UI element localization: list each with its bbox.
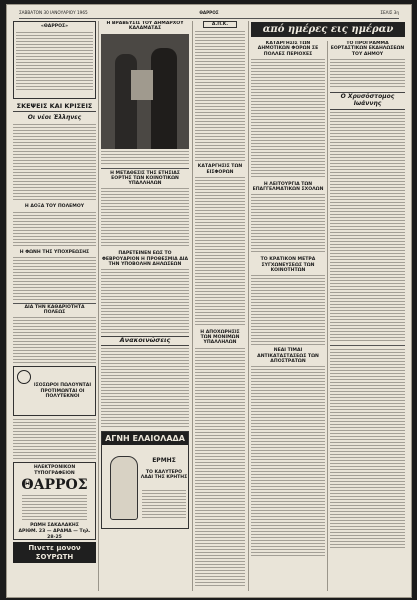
col4-body-4: [251, 366, 325, 556]
col4-headline-3: ΤΟ ΚΡΑΤΙΚΟΝ ΜΕΤΡΑ ΣΥΓΧΩΝΕΥΣΕΩΣ ΤΩΝ ΚΟΙΝΟΤΗΤΩΝ: [260, 257, 316, 273]
column-4: [251, 41, 325, 591]
body-feast: [101, 188, 189, 248]
paper-name: ΘΑΡΡΟΣ: [199, 10, 219, 15]
body-2: [13, 257, 96, 301]
column-5: [330, 41, 405, 591]
body-deadline: [101, 269, 189, 333]
photo-figure-right: [151, 48, 177, 149]
photo-figure-left: [115, 54, 137, 149]
col4-body-2: [251, 194, 325, 254]
column-rule-1: [98, 21, 99, 591]
headline-feast: Η ΜΕΤΑΘΕΣΙΣ ΤΗΣ ΕΤΗΣΙΑΣ ΕΟΡΤΗΣ ΤΩΝ ΚΟΙΝΟΤΙΚΩΝ ΥΠΑΛΛΗΛΩΝ: [101, 168, 189, 187]
col3-body-1: [195, 31, 245, 161]
column-1: [13, 21, 96, 591]
bottle-icon: [110, 456, 138, 520]
page-header: [19, 9, 399, 19]
column-2: [101, 21, 189, 591]
column-tag: Α.Π.Κ.: [203, 21, 237, 28]
news-photo: [101, 34, 189, 149]
col3-headline-1: ΚΑΤΑΡΓΗΣΙΣ ΤΩΝ ΕΙΣΦΟΡΩΝ: [197, 164, 243, 175]
notices-title: Ανακοινώσεις: [101, 336, 189, 345]
subhead-3: ΔΙΑ ΤΗΝ ΚΑΘΑΡΙΟΤΗΤΑ ΠΟΛΕΩΣ: [13, 303, 96, 316]
col5-body-2: [330, 112, 405, 342]
ad-olive-oil-title: ΑΓΝΗ ΕΛΑΙΟΛΑΔΑ: [102, 432, 188, 445]
col4-body-1: [251, 59, 325, 179]
ad-printing-lines: [22, 495, 87, 521]
ad-printing-name: ΡΩΜΗ ΣΑΚΑΛΑΚΗΣ: [30, 523, 79, 529]
photo-panel: [131, 70, 153, 100]
masthead-lines: [16, 32, 93, 90]
col4-headline-2: Η ΛΕΙΤΟΥΡΓΙΑ ΤΩΝ ΕΠΑΓΓΕΛΜΑΤΙΚΩΝ ΣΧΟΛΩΝ: [252, 181, 324, 193]
ad-printing-address: ΑΡΙΘΜ. 23 — ΔΡΑΜΑ — Τηλ. 28-25: [18, 529, 91, 540]
col5-body-1: [330, 59, 405, 89]
col4-headline-4: ΝΕΑΙ ΤΙΜΑΙ ΑΝΤΙΚΑΤΑΣΤΑΣΕΩΣ ΤΩΝ ΑΠΟΣΤΡΑΤΩΝ: [257, 348, 319, 364]
col3-body-2: [195, 177, 245, 327]
col3-headline-2: Η ΑΠΟΧΩΡΗΣΙΣ ΤΩΝ ΜΟΝΙΜΩΝ ΥΠΑΛΛΗΛΩΝ: [200, 329, 240, 346]
column-rule-4: [327, 41, 328, 591]
ad-printing-top: ΗΛΕΚΤΡΟΝΙΚΟΝ ΤΥΠΟΓΡΑΦΕΙΟΝ: [33, 465, 76, 476]
ad-properties-text: ΙΣΟΣΩΡΟΙ ΠΩΛΟΥΝΤΑΙ ΠΡΟΤΙΜΩΝΤΑΙ ΟΙ ΠΟΛΥΤΕΚΝΟΙ: [33, 383, 92, 400]
newspaper-page: [6, 4, 412, 598]
body-3: [13, 317, 96, 363]
ad-olive-oil-brand: ΕΡΜΗΣ: [152, 456, 176, 464]
masthead-title: «ΘΑΡΡΟΣ»: [40, 24, 69, 29]
page-number: ΣΕΛΙΣ 3η: [380, 10, 399, 15]
col5-title: Ο Χρυσόστομος Ιωάννης: [330, 92, 405, 110]
column-rule-2: [192, 21, 193, 591]
ad-emblem-icon: [17, 370, 31, 384]
ad-printing: [13, 462, 96, 540]
body-1: [13, 212, 96, 248]
lead-article-body: [13, 124, 96, 202]
body-notices: [101, 348, 189, 428]
masthead-box: [13, 21, 96, 99]
footer-ad: Πινετε μονον ΣΟΥΡΩΤΗ: [13, 542, 96, 562]
col4-body-3: [251, 275, 325, 345]
subhead-2: Η ΦΩΝΗ ΤΗΣ ΥΠΟΧΡΕΩΣΗΣ: [19, 249, 90, 255]
body-4: [13, 419, 96, 459]
ad-properties: [13, 366, 96, 416]
col3-body-3: [195, 348, 245, 588]
photo-caption-top: Η ΒΡΑΒΕΥΣΙΣ ΤΟΥ ΔΗΜΑΡΧΟΥ ΚΑΛΑΜΑΤΑΣ: [106, 21, 184, 32]
ad-olive-oil: [101, 431, 189, 529]
ad-olive-oil-lines: [142, 490, 186, 520]
date-line: ΣΑΒΒΑΤΟΝ 30 ΙΑΝΟΥΑΡΙΟΥ 1965: [19, 10, 88, 15]
col5-body-3: [330, 349, 405, 549]
ad-printing-brand: ΘΑΡΡΟΣ: [21, 477, 88, 494]
col5-headline-1: ΤΟ ΠΡΟΓΡΑΜΜΑ ΕΟΡΤΑΣΤΙΚΩΝ ΕΚΔΗΛΩΣΕΩΝ ΤΟΥ ΔΗΜΟΥ: [330, 41, 405, 57]
col5-rule: [330, 345, 405, 346]
headline-deadline: ΠΑΡΕΤΕΙΝΕΝ ΕΩΣ ΤΟ ΦΕΒΡΟΥΑΡΙΟΝ Η ΠΡΟΘΕΣΜΙΑ ΔΙΑ ΤΗΝ ΥΠΟΒΟΛΗΝ ΔΗΛΩΣΕΩΝ: [101, 251, 189, 267]
column-rule-3: [248, 21, 249, 591]
subhead-1: Η ΔΟΞΑ ΤΟΥ ΠΟΛΕΜΟΥ: [24, 204, 85, 210]
col4-headline-1: ΚΑΤΑΡΓΗΣΙΣ ΤΩΝ ΔΗΜΟΤΙΚΩΝ ΦΟΡΩΝ ΣΕ ΠΟΛΛΕΣ ΠΕΡΙΟΧΕΣ: [257, 41, 319, 57]
photo-caption-body: [101, 151, 189, 165]
banner-title: από ημέρες εις ημέραν: [251, 22, 405, 37]
column-3: [195, 21, 245, 591]
ad-olive-oil-slogan: ΤΟ ΚΑΛΥΤΕΡΟ ΛΑΔΙ ΤΗΣ ΚΡΗΤΗΣ: [140, 469, 188, 480]
lead-article-title: Οι νέοι Έλληνες: [27, 114, 82, 122]
section-title: ΣΚΕΨΕΙΣ ΚΑΙ ΚΡΙΣΕΙΣ: [13, 103, 96, 112]
